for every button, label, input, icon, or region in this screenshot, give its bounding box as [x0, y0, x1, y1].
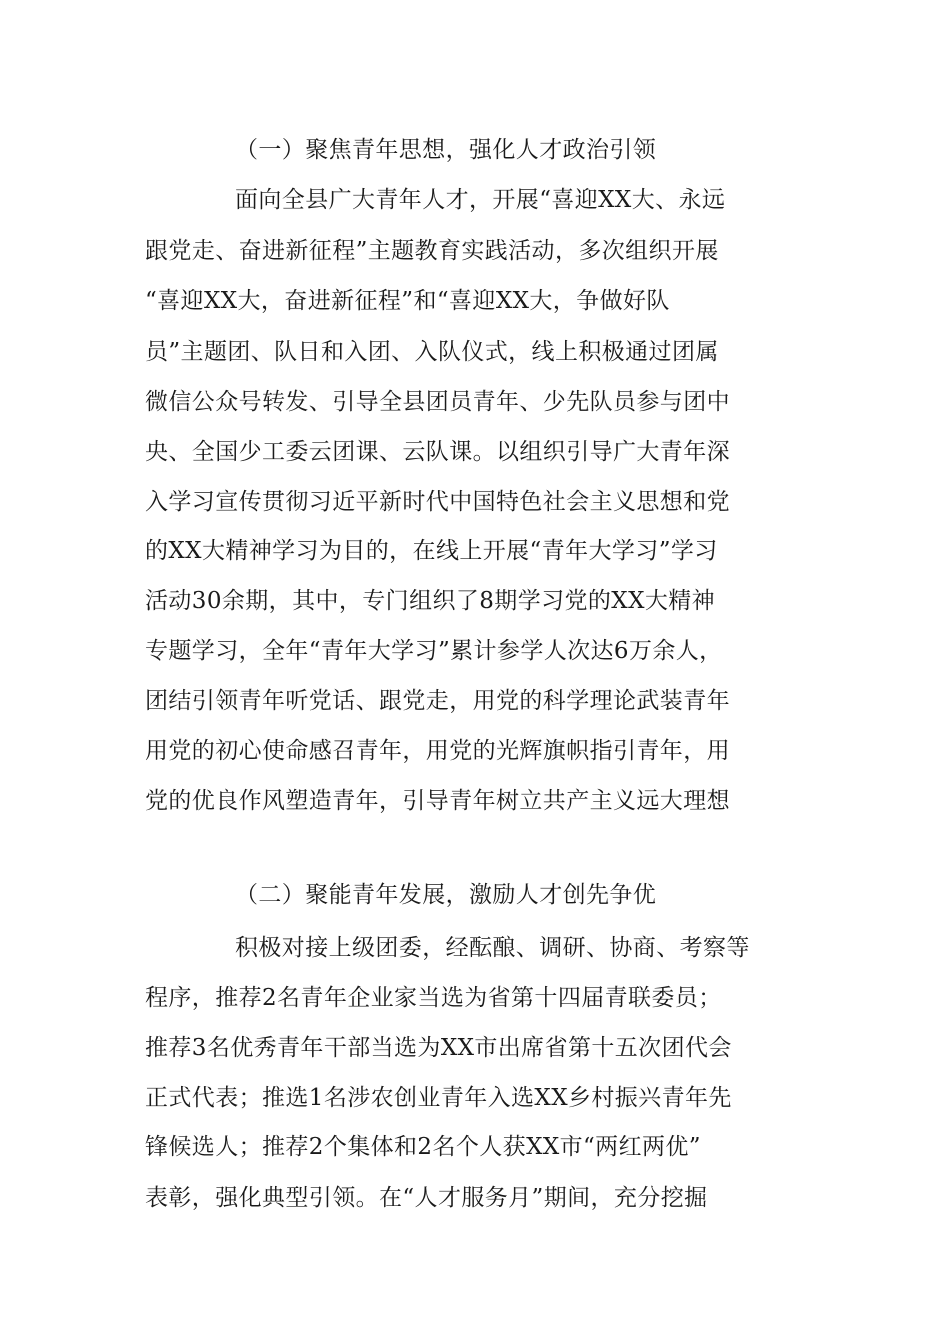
- section-1-heading: （一）聚焦青年思想，强化人才政治引领: [235, 137, 657, 163]
- section-1-line-5: 微信公众号转发、引导全县团员青年、少先队员参与团中: [145, 389, 730, 415]
- section-1-line-10: 专题学习，全年“青年大学习”累计参学人次达6万余人，: [145, 638, 723, 664]
- section-1-line-2: 跟党走、奋进新征程”主题教育实践活动，多次组织开展: [145, 238, 719, 264]
- section-2-line-3: 推荐3名优秀青年干部当选为XX市出席省第十五次团代会: [145, 1035, 732, 1061]
- section-1-line-1: 面向全县广大青年人才，开展“喜迎XX大、永远: [235, 187, 726, 213]
- section-1-line-9: 活动30余期，其中，专门组织了8期学习党的XX大精神: [145, 588, 716, 614]
- section-1-line-11: 团结引领青年听党话、跟党走，用党的科学理论武装青年: [145, 688, 730, 714]
- section-1-line-3: “喜迎XX大，奋进新征程”和“喜迎XX大，争做好队: [145, 288, 670, 314]
- section-2-line-2: 程序，推荐2名青年企业家当选为省第十四届青联委员；: [145, 985, 722, 1011]
- section-2-line-5: 锋候选人；推荐2个集体和2名个人获XX市“两红两优”: [145, 1134, 701, 1160]
- section-1-line-8: 的XX大精神学习为目的，在线上开展“青年大学习”学习: [145, 538, 718, 564]
- section-2-heading: （二）聚能青年发展，激励人才创先争优: [235, 882, 657, 908]
- section-2-line-4: 正式代表；推选1名涉农创业青年入选XX乡村振兴青年先: [145, 1085, 732, 1111]
- section-1-line-7: 入学习宣传贯彻习近平新时代中国特色社会主义思想和党: [145, 489, 730, 515]
- section-2-line-1: 积极对接上级团委，经酝酿、调研、协商、考察等: [235, 935, 750, 961]
- section-1-line-4: 员”主题团、队日和入团、入队仪式，线上积极通过团属: [145, 339, 719, 365]
- section-1-line-13: 党的优良作风塑造青年，引导青年树立共产主义远大理想: [145, 788, 730, 814]
- section-1-line-6: 央、全国少工委云团课、云队课。以组织引导广大青年深: [145, 439, 730, 465]
- section-2-line-6: 表彰，强化典型引领。在“人才服务月”期间，充分挖掘: [145, 1185, 708, 1211]
- section-1-line-12: 用党的初心使命感召青年，用党的光辉旗帜指引青年，用: [145, 738, 730, 764]
